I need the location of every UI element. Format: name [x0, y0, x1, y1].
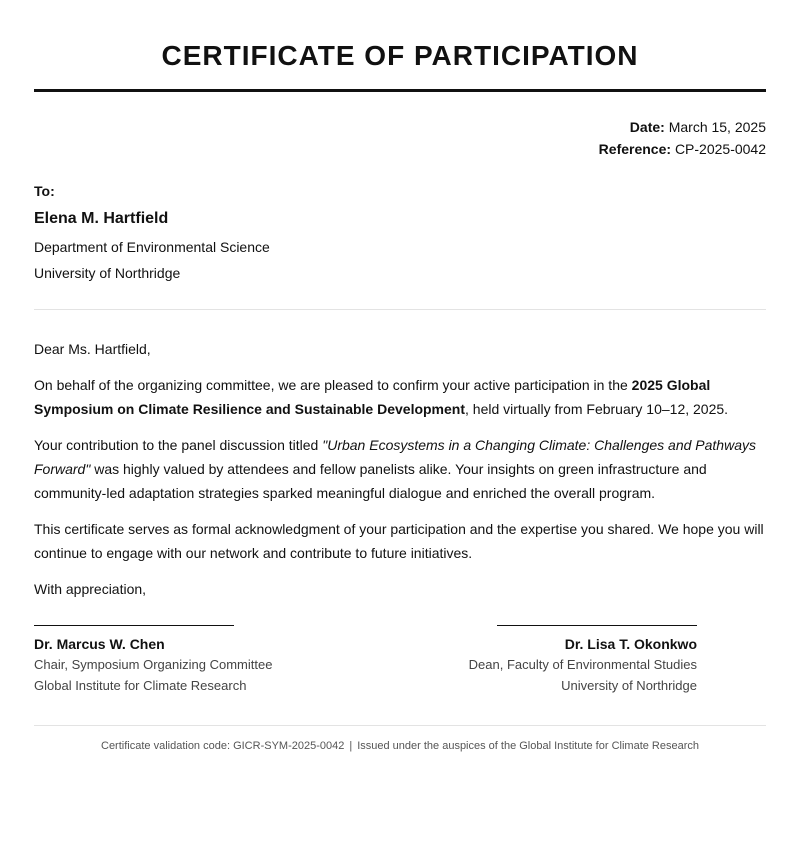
panel-title: "Urban Ecosystems in a Changing Climate: Challenges and Pathways Forward" — [34, 437, 756, 477]
to-label: To: — [34, 183, 55, 199]
salutation: Dear Ms. Hartfield, — [34, 341, 151, 357]
paragraph-event-intro: On behalf of the organizing committee, we are pleased to confirm your active participation in the — [34, 377, 632, 393]
recipient-department: Department of Environmental Science — [34, 239, 270, 255]
signature-line — [497, 625, 697, 626]
paragraph-contribution-intro: Your contribution to the panel discussion titled — [34, 437, 323, 453]
signature-row — [34, 625, 766, 705]
recipient-block — [34, 181, 766, 286]
recipient-name: Elena M. Hartfield — [34, 210, 169, 227]
signature-block-right — [469, 625, 697, 696]
paragraph-contribution-outro: was highly valued by attendees and fellow panelists alike. Your insights on green infrastructure and community-led adaptation strategies sparked meaningful dialogue and enriched the overall program. — [34, 461, 707, 501]
reference-line — [34, 138, 766, 160]
footer-separator: | — [349, 740, 353, 752]
event-name: 2025 Global Symposium on Climate Resilience and Sustainable Development — [34, 377, 711, 417]
paragraph-event-outro: , held virtually from February 10–12, 2025. — [465, 401, 729, 417]
signatory-name: Dr. Lisa T. Okonkwo — [564, 636, 697, 652]
date-label: Date: — [629, 119, 665, 135]
recipient-institution: University of Northridge — [34, 265, 181, 281]
validation-code: Certificate validation code: GICR-SYM-2025-0042 — [101, 740, 345, 752]
paragraph-acknowledgment: This certificate serves as formal acknowledgment of your participation and the expertise you shared. We hope you will continue to engage with our network and contribute to future initiatives. — [34, 521, 764, 561]
certificate-footer — [34, 738, 766, 754]
closing: With appreciation, — [34, 581, 147, 597]
footer-divider — [34, 725, 766, 726]
reference-label: Reference: — [598, 141, 672, 157]
date-line — [34, 116, 766, 138]
certificate-title: CERTIFICATE OF PARTICIPATION — [161, 40, 639, 71]
signatory-organization: University of Northridge — [561, 678, 697, 693]
signatory-title: Chair, Symposium Organizing Committee — [34, 657, 273, 672]
title-divider — [34, 89, 766, 92]
reference-value: CP-2025-0042 — [674, 141, 766, 157]
signatory-organization: Global Institute for Climate Research — [34, 678, 247, 693]
certificate-meta — [34, 116, 766, 160]
section-divider — [34, 309, 766, 310]
date-value: March 15, 2025 — [668, 119, 766, 135]
paragraph-event — [34, 373, 766, 421]
paragraph-contribution — [34, 433, 766, 505]
signatory-name: Dr. Marcus W. Chen — [34, 636, 165, 652]
signature-line — [34, 625, 234, 626]
issued-statement: Issued under the auspices of the Global Institute for Climate Research — [357, 740, 699, 752]
signatory-title: Dean, Faculty of Environmental Studies — [468, 657, 697, 672]
certificate-document — [34, 0, 766, 754]
signature-block-left — [34, 625, 272, 696]
